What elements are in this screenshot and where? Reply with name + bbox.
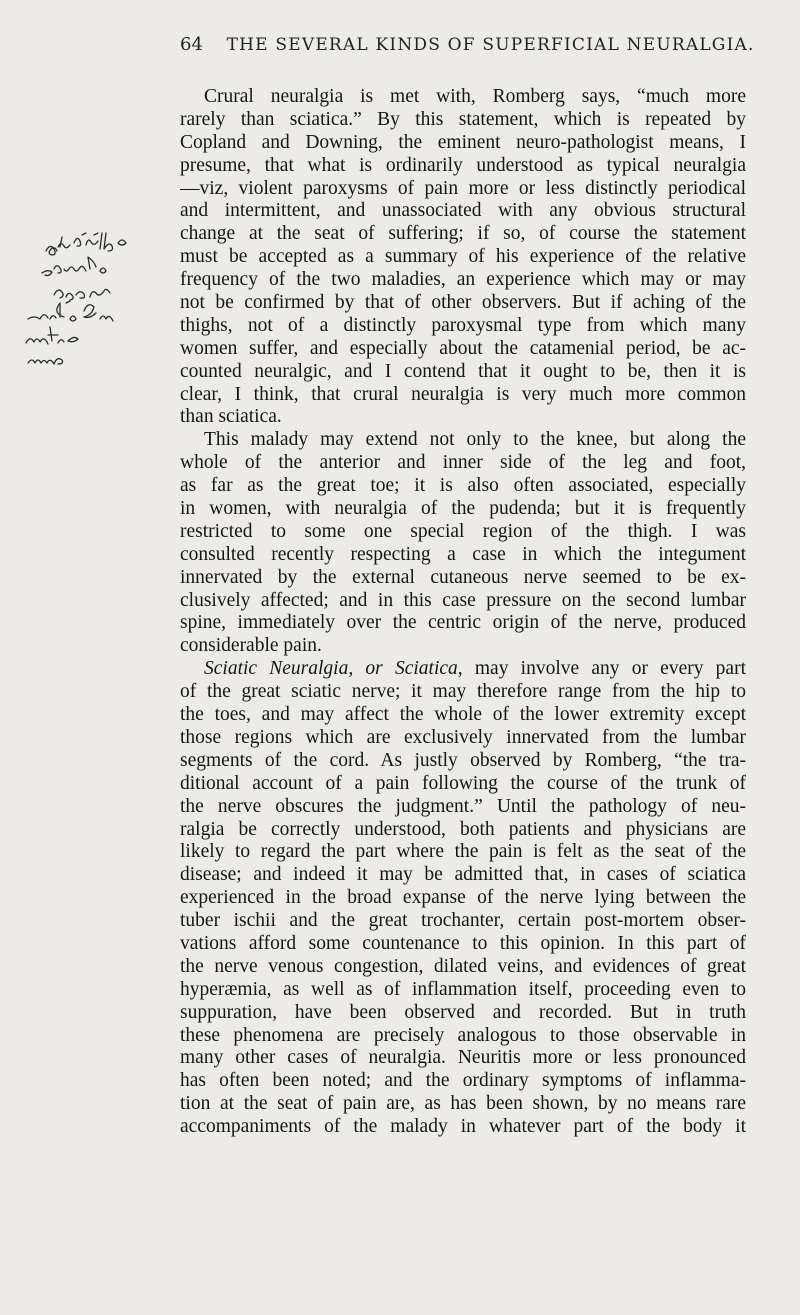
text-line: —viz, violent paroxysms of pain more or less distinctly periodical bbox=[180, 177, 746, 199]
text-line: consulted recently respecting a case in which the integument bbox=[180, 543, 746, 565]
text-line: the nerve venous congestion, dilated veins, and evidences of great bbox=[180, 955, 746, 977]
body-text bbox=[180, 86, 746, 1139]
text-line: change at the seat of suffering; if so, of course the statement bbox=[180, 223, 746, 245]
text-line: suppuration, have been observed and recorded. But in truth bbox=[180, 1001, 746, 1023]
page-number: 64 bbox=[180, 34, 203, 55]
text-line: restricted to some one special region of the thigh. I was bbox=[180, 520, 746, 542]
text-line: the toes, and may affect the whole of the lower extremity except bbox=[180, 704, 746, 726]
text-line: This malady may extend not only to the knee, but along the bbox=[204, 429, 746, 451]
text-line: spine, immediately over the centric origin of the nerve, produced bbox=[180, 612, 746, 634]
text-line: than sciatica. bbox=[180, 406, 282, 428]
text-line: frequency of the two maladies, an experience which may or may bbox=[180, 269, 746, 291]
text-line: presume, that what is ordinarily understood as typical neuralgia bbox=[180, 154, 746, 176]
text-line: in women, with neuralgia of the pudenda; but it is frequently bbox=[180, 498, 746, 520]
text-line: these phenomena are precisely analogous to those observable in bbox=[180, 1024, 746, 1046]
text-line: must be accepted as a summary of his experience of the relative bbox=[180, 246, 746, 268]
text-line: innervated by the external cutaneous nerve seemed to be ex- bbox=[180, 566, 746, 588]
handwritten-margin-note bbox=[24, 225, 154, 365]
text-line: thighs, not of a distinctly paroxysmal type from which many bbox=[180, 314, 746, 336]
text-line: whole of the anterior and inner side of the leg and foot, bbox=[180, 452, 746, 474]
text-line: accompaniments of the malady in whatever part of the body it bbox=[180, 1116, 746, 1138]
text-line: vations afford some countenance to this opinion. In this part of bbox=[180, 932, 746, 954]
text-line: not be confirmed by that of other observers. But if aching of the bbox=[180, 292, 746, 314]
text-line: Copland and Downing, the eminent neuro-pathologist means, I bbox=[180, 131, 746, 153]
text-line: segments of the cord. As justly observed by Romberg, “the tra- bbox=[180, 749, 746, 771]
text-line: rarely than sciatica.” By this statement, which is repeated by bbox=[180, 108, 746, 130]
handwriting-scribble-icon bbox=[24, 225, 154, 365]
text-line: disease; and indeed it may be admitted that, in cases of sciatica bbox=[180, 864, 746, 886]
text-line: clusively affected; and in this case pressure on the second lumbar bbox=[180, 589, 746, 611]
text-line: of the great sciatic nerve; it may therefore range from the hip to bbox=[180, 681, 746, 703]
text-line: tuber ischii and the great trochanter, certain post-mortem obser- bbox=[180, 910, 746, 932]
text-line: ditional account of a pain following the course of the trunk of bbox=[180, 772, 746, 794]
text-line: the nerve obscures the judgment.” Until the pathology of neu- bbox=[180, 795, 746, 817]
text-line: those regions which are exclusively innervated from the lumbar bbox=[180, 726, 746, 748]
text-line: as far as the great toe; it is also often associated, especially bbox=[180, 475, 746, 497]
running-title: THE SEVERAL KINDS OF SUPERFICIAL NEURALGIA. bbox=[226, 35, 755, 55]
text-line: Crural neuralgia is met with, Romberg says, “much more bbox=[204, 86, 746, 107]
text-line: has often been noted; and the ordinary symptoms of inflamma- bbox=[180, 1070, 746, 1092]
text-line: experienced in the broad expanse of the nerve lying between the bbox=[180, 887, 746, 909]
text-line: clear, I think, that crural neuralgia is very much more common bbox=[180, 383, 746, 405]
text-line: Sciatic Neuralgia, or Sciatica, may involve any or every part bbox=[204, 658, 746, 680]
text-line: likely to regard the part where the pain is felt as the seat of the bbox=[180, 841, 746, 863]
text-line: counted neuralgic, and I contend that it ought to be, then it is bbox=[180, 360, 746, 382]
text-line: and intermittent, and unassociated with any obvious structural bbox=[180, 200, 746, 222]
text-line: women suffer, and especially about the catamenial period, be ac- bbox=[180, 337, 746, 359]
text-line: ralgia be correctly understood, both patients and physicians are bbox=[180, 818, 746, 840]
running-head bbox=[180, 34, 755, 55]
section-lead-italic: Sciatic Neuralgia, or Sciatica bbox=[204, 658, 458, 680]
text-line: many other cases of neuralgia. Neuritis more or less pronounced bbox=[180, 1047, 746, 1069]
text-line: considerable pain. bbox=[180, 635, 322, 657]
text-line: hyperæmia, as well as of inflammation itself, proceeding even to bbox=[180, 978, 746, 1000]
text-line: tion at the seat of pain are, as has been shown, by no means rare bbox=[180, 1093, 746, 1115]
